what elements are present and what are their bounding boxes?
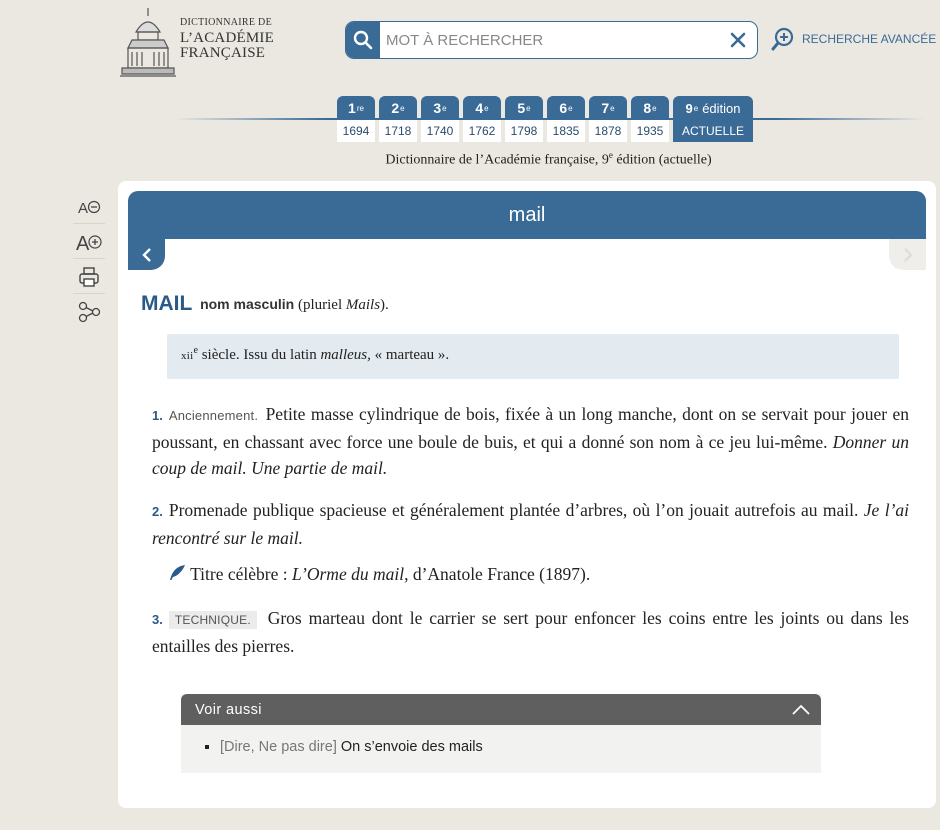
quill-icon <box>168 564 186 582</box>
edition-current-label: ACTUELLE <box>673 120 753 142</box>
svg-text:A: A <box>78 200 89 217</box>
chevron-right-icon <box>902 247 914 263</box>
edition-number: 5 e <box>505 96 543 120</box>
search-button[interactable] <box>346 22 380 58</box>
logo-wordmark <box>180 18 274 61</box>
citation-author: d’Anatole France (1897). <box>408 564 591 584</box>
edition-tab-2[interactable] <box>379 96 417 142</box>
etymology-century: xii <box>181 350 194 362</box>
svg-text:A: A <box>76 233 90 254</box>
dome-logo-icon <box>118 4 178 80</box>
decrease-text-button[interactable] <box>73 191 105 224</box>
definition-2 <box>152 497 909 551</box>
definition-1 <box>152 401 909 481</box>
definition-number: 2. <box>152 504 163 519</box>
chevron-left-icon <box>141 247 153 263</box>
editions-tabs <box>337 96 753 142</box>
share-icon <box>77 300 101 324</box>
edition-number: 1 re <box>337 96 375 120</box>
reading-tools <box>73 191 105 330</box>
domain-tag: TECHNIQUE. <box>169 611 257 629</box>
increase-text-button[interactable] <box>73 226 105 259</box>
advanced-search-link[interactable] <box>770 26 936 52</box>
edition-tab-7[interactable] <box>589 96 627 142</box>
definition-text: Gros marteau dont le carrier se sert pour enfoncer les coins entre les joints ou dans les entailles des pierres. <box>152 608 909 656</box>
edition-number: 4 e <box>463 96 501 120</box>
logo-line-2: L’ACADÉMIE <box>180 30 274 46</box>
entry-heading <box>141 292 389 316</box>
edition-tab-6[interactable] <box>547 96 585 142</box>
edition-number: 9 e édition <box>673 96 753 120</box>
print-button[interactable] <box>73 261 105 294</box>
definitions <box>152 401 909 675</box>
edition-tab-4[interactable] <box>463 96 501 142</box>
headword: MAIL <box>141 292 193 315</box>
search-bar <box>345 21 758 59</box>
edition-tab-1[interactable] <box>337 96 375 142</box>
text-larger-icon <box>76 230 102 254</box>
grammatical-category: nom masculin <box>200 296 295 312</box>
entry-title: mail <box>128 191 926 239</box>
see-also-list <box>181 739 821 755</box>
see-also-heading: Voir aussi <box>195 701 262 718</box>
chevron-up-icon <box>791 704 811 716</box>
previous-entry-button[interactable] <box>128 239 165 270</box>
edition-year: 1740 <box>421 120 459 142</box>
advanced-search-icon <box>770 26 796 52</box>
definition-example: Je l’ai rencontré sur le mail. <box>152 500 910 548</box>
definition-number: 3. <box>152 612 163 627</box>
usage-marker: Anciennement. <box>168 408 259 423</box>
edition-tab-5[interactable] <box>505 96 543 142</box>
edition-number: 8 e <box>631 96 669 120</box>
definition-example: Donner un coup de mail. Une partie de mail. <box>152 432 909 478</box>
edition-year: 1878 <box>589 120 627 142</box>
edition-year: 1718 <box>379 120 417 142</box>
citation-title: L’Orme du mail, <box>291 564 409 584</box>
edition-year: 1798 <box>505 120 543 142</box>
entry-card <box>118 181 936 808</box>
see-also-link[interactable]: On s’envoie des mails <box>340 739 483 755</box>
site-logo[interactable] <box>118 4 278 80</box>
plural-form: Mails <box>345 297 381 313</box>
see-also-toggle[interactable] <box>181 694 821 725</box>
advanced-search-label: RECHERCHE AVANCÉE <box>802 32 937 46</box>
edition-number: 7 e <box>589 96 627 120</box>
famous-title-citation <box>168 561 909 587</box>
search-icon <box>353 30 373 50</box>
edition-number: 6 e <box>547 96 585 120</box>
share-button[interactable] <box>73 296 105 328</box>
edition-tab-8[interactable] <box>631 96 669 142</box>
clear-icon <box>729 30 747 50</box>
latin-word: malleus, <box>320 347 371 363</box>
edition-tab-3[interactable] <box>421 96 459 142</box>
plural-suffix: ). <box>380 297 389 313</box>
logo-line-3: FRANÇAISE <box>180 45 266 61</box>
list-item <box>220 739 821 755</box>
definition-number: 1. <box>152 408 163 423</box>
edition-year: 1835 <box>547 120 585 142</box>
edition-year: 1762 <box>463 120 501 142</box>
search-input[interactable] <box>386 22 716 58</box>
see-also-rubric: [Dire, Ne pas dire] <box>220 739 337 755</box>
edition-year: 1935 <box>631 120 669 142</box>
edition-year: 1694 <box>337 120 375 142</box>
definition-text: Petite masse cylindrique de bois, fixée à un long manche, dont on se servait pour jouer en poussant, en chassant avec force une boule de buis, et qui a donné son nom à ce jeu lui-même. <box>152 404 909 452</box>
next-entry-button[interactable] <box>889 239 926 270</box>
edition-number: 3 e <box>421 96 459 120</box>
plural-prefix: (pluriel <box>297 297 346 313</box>
definition-text: Promenade publique spacieuse et généralement plantée d’arbres, où l’on jouait autrefois au mail. <box>168 500 864 520</box>
citation-label: Titre célèbre : <box>190 564 292 584</box>
print-icon <box>77 265 101 289</box>
logo-line-1: DICTIONNAIRE DE <box>180 17 272 28</box>
etymology-box: xii$^e$ siècle. Issu du latin malleus, « marteau ». <box>167 334 899 379</box>
definition-3 <box>152 605 909 659</box>
edition-number: 2 e <box>379 96 417 120</box>
edition-tab-9-current[interactable] <box>673 96 753 142</box>
clear-search-button[interactable] <box>729 30 747 50</box>
text-smaller-icon <box>77 197 101 217</box>
see-also-panel <box>181 694 821 773</box>
edition-caption: Dictionnaire de l’Académie française, 9e édition (actuelle) <box>385 150 712 168</box>
